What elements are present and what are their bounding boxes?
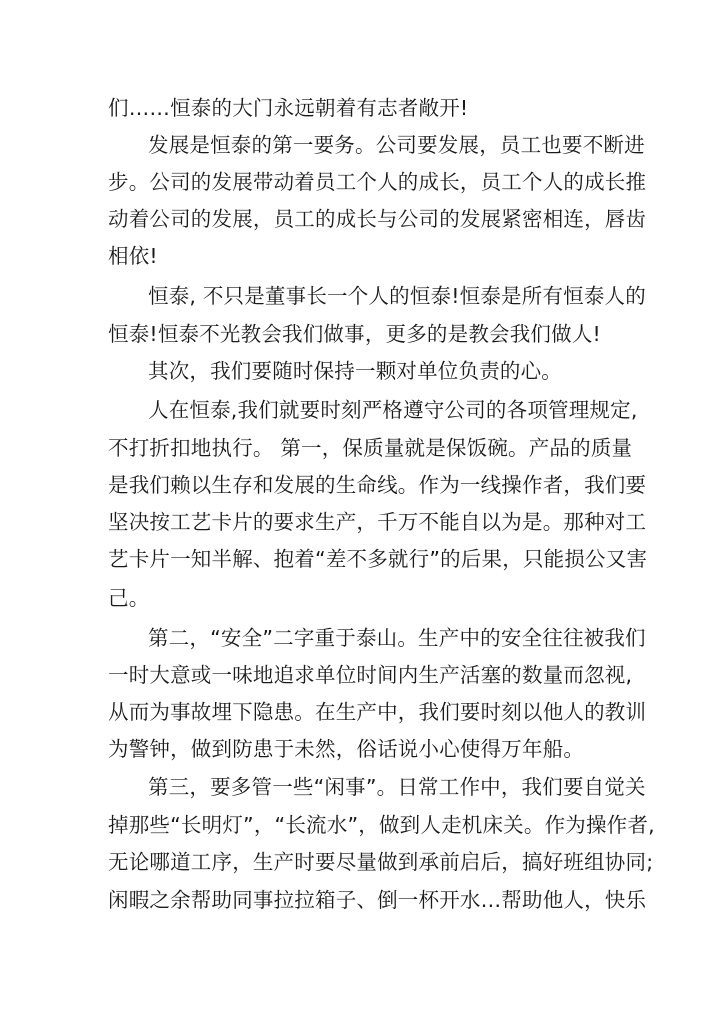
text-line: 掉那些“长明灯”，“长流水”，做到人走机床关。作为操作者, xyxy=(108,813,655,837)
text-line: 步。公司的发展带动着员工个人的成长，员工个人的成长推 xyxy=(108,170,647,194)
text-line: 不打折扣地执行。 第一，保质量就是保饭碗。产品的质量 xyxy=(108,436,633,460)
text-line: 无论哪道工序，生产时要尽量做到承前启后，搞好班组协同; xyxy=(108,850,654,874)
text-line: 艺卡片一知半解、抱着“差不多就行”的后果，只能损公又害 xyxy=(108,547,648,571)
paragraph-start-line: 人在恒泰,我们就要时刻严格遵守公司的各项管理规定, xyxy=(148,398,638,422)
text-line: 己。 xyxy=(108,586,150,610)
text-line: 动着公司的发展，员工的成长与公司的发展紧密相连，唇齿 xyxy=(108,207,647,231)
text-line: 为警钟，做到防患于未然，俗话说小心使得万年船。 xyxy=(108,737,585,761)
text-line: 们……恒泰的大门永远朝着有志者敞开! xyxy=(108,96,469,120)
paragraph-start-line: 第三，要多管一些“闲事”。日常工作中，我们要自觉关 xyxy=(148,775,646,799)
paragraph-start-line: 恒泰, 不只是董事长一个人的恒泰!恒泰是所有恒泰人的 xyxy=(148,284,646,308)
paragraph-start-line: 其次，我们要随时保持一颗对单位负责的心。 xyxy=(148,359,562,383)
text-line: 一时大意或一味地追求单位时间内生产活塞的数量而忽视, xyxy=(108,663,633,687)
text-line: 相依! xyxy=(108,244,158,268)
text-line: 闲暇之余帮助同事拉拉箱子、倒一杯开水…帮助他人，快乐 xyxy=(108,888,647,912)
text-line: 坚决按工艺卡片的要求生产，千万不能自以为是。那种对工 xyxy=(108,510,647,534)
paragraph-start-line: 发展是恒泰的第一要务。公司要发展，员工也要不断进 xyxy=(148,133,645,157)
text-line: 从而为事故埋下隐患。在生产中，我们要时刻以他人的教训 xyxy=(108,700,647,724)
text-line: 是我们赖以生存和发展的生命线。作为一线操作者，我们要 xyxy=(108,473,647,497)
text-line: 恒泰!恒泰不光教会我们做事，更多的是教会我们做人! xyxy=(108,322,601,346)
paragraph-start-line: 第二，“安全”二字重于泰山。生产中的安全往往被我们 xyxy=(148,626,646,650)
